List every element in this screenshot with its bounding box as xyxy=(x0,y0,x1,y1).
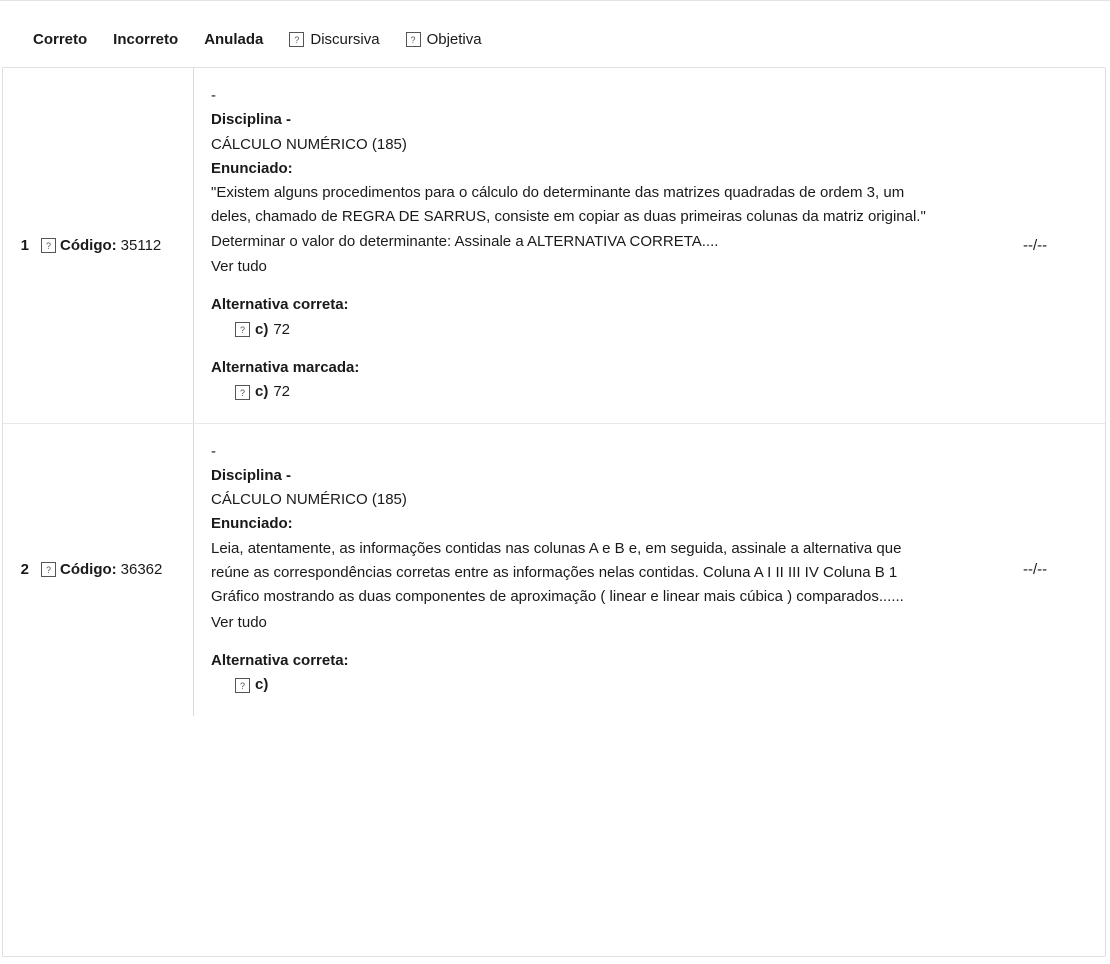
correct-alternative-value xyxy=(211,318,995,342)
discipline-label: Disciplina - xyxy=(211,111,292,129)
see-all-link[interactable]: Ver tudo xyxy=(211,613,267,631)
question-code-cell xyxy=(33,424,193,716)
top-dash: - xyxy=(211,442,216,460)
code-value: 36362 xyxy=(120,561,163,579)
code-label: Código: xyxy=(60,236,117,254)
table-row xyxy=(3,424,1105,716)
top-dash: - xyxy=(211,87,216,104)
legend-label-incorreto: Incorreto xyxy=(113,30,179,48)
legend-item-correto xyxy=(33,31,87,48)
correct-alternative-value xyxy=(211,673,995,697)
legend-item-objetiva xyxy=(406,31,482,48)
spacer xyxy=(211,342,995,356)
statement-label: Enunciado: xyxy=(211,159,293,177)
spacer xyxy=(211,279,995,293)
alternative-letter: c) xyxy=(255,383,269,401)
box-glyph-icon: ? xyxy=(41,238,56,253)
correct-alternative-label: Alternativa correta: xyxy=(211,296,349,314)
box-glyph-icon: ? xyxy=(406,32,421,47)
discipline-value: CÁLCULO NUMÉRICO (185) xyxy=(211,135,407,153)
alternative-text: 72 xyxy=(273,320,291,338)
alternative-text: 72 xyxy=(273,383,291,401)
legend-label-correto: Correto xyxy=(33,30,88,48)
legend-item-incorreto xyxy=(113,31,178,48)
alternative-letter: c) xyxy=(255,676,269,694)
discipline-label: Disciplina - xyxy=(211,466,292,484)
question-score: --/-- xyxy=(1023,561,1048,579)
question-index: 1 xyxy=(20,236,29,254)
legend-label-objetiva: Objetiva xyxy=(426,30,482,48)
question-body xyxy=(193,424,995,716)
code-label: Código: xyxy=(60,561,117,579)
status-legend xyxy=(0,0,1110,48)
correct-alternative-label: Alternativa correta: xyxy=(211,651,349,669)
box-glyph-icon: ? xyxy=(289,32,304,47)
top-divider xyxy=(0,0,1110,1)
question-body xyxy=(193,68,995,423)
alternative-letter: c) xyxy=(255,320,269,338)
statement-label: Enunciado: xyxy=(211,515,293,533)
marked-alternative-value xyxy=(211,380,995,404)
box-glyph-icon: ? xyxy=(235,322,250,337)
statement-text: "Existem alguns procedimentos para o cálculo do determinante das matrizes quadradas de ordem 3, um deles, chamado de REGRA DE SARRUS, consiste em copiar as duas primeiras colunas da matriz original." Determinar o valor do determinante: Assinale a ALTERNATIVA CORRETA.... xyxy=(211,184,926,250)
box-glyph-icon: ? xyxy=(235,385,250,400)
spacer xyxy=(211,635,995,649)
legend-item-anulada xyxy=(204,31,263,48)
legend-label-discursiva: Discursiva xyxy=(310,30,380,48)
marked-alternative-label: Alternativa marcada: xyxy=(211,358,360,376)
discipline-value: CÁLCULO NUMÉRICO (185) xyxy=(211,491,407,509)
box-glyph-icon: ? xyxy=(235,678,250,693)
questions-table xyxy=(2,67,1106,957)
question-score: --/-- xyxy=(1023,236,1048,254)
see-all-link[interactable]: Ver tudo xyxy=(211,258,267,276)
box-glyph-icon: ? xyxy=(41,562,56,577)
code-value: 35112 xyxy=(120,236,162,254)
question-index: 2 xyxy=(20,561,29,579)
question-code-cell xyxy=(33,68,193,423)
statement-text: Leia, atentamente, as informações contidas nas colunas A e B e, em seguida, assinale a alternativa que reúne as correspondências corretas entre as informações nelas contidas. Coluna A I II III IV Coluna B 1 Gráfico mostrando as duas componentes de aproximação ( linear e linear mais cúbica ) comparados...... xyxy=(211,539,904,606)
legend-label-anulada: Anulada xyxy=(204,30,264,48)
table-row xyxy=(3,68,1105,424)
legend-item-discursiva xyxy=(289,31,379,48)
